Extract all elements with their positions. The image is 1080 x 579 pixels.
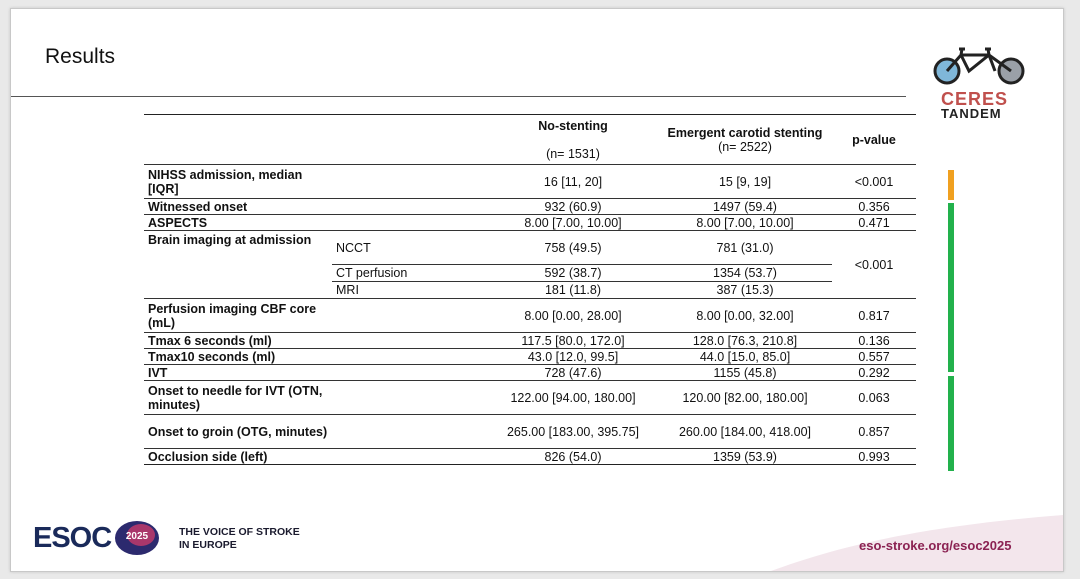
cell-no-stenting: 592 (38.7) (488, 265, 658, 282)
header-no-stenting-n: (n= 1531) (546, 146, 600, 161)
cell-no-stenting: 181 (11.8) (488, 282, 658, 299)
row-label: Tmax 6 seconds (ml) (148, 333, 272, 348)
cell-pvalue: <0.001 (854, 257, 894, 272)
cell-pvalue: 0.993 (858, 449, 890, 464)
header-stenting-label: Emergent carotid stenting (667, 125, 823, 140)
row-label: IVT (148, 365, 168, 380)
cell-no-stenting: 122.00 [94.00, 180.00] (510, 390, 636, 405)
cell-stenting: 781 (31.0) (716, 240, 774, 255)
row-label: Brain imaging at admission (148, 233, 312, 247)
table-row (144, 299, 916, 333)
ceres-logo-text: CERES (941, 89, 1009, 109)
cell-pvalue: 0.817 (858, 308, 890, 323)
esoc-tagline (179, 526, 300, 552)
cell-pvalue: 0.356 (858, 199, 890, 214)
cell-stenting: 120.00 [82.00, 180.00] (682, 390, 808, 405)
cell-stenting: 8.00 [7.00, 10.00] (696, 215, 794, 230)
cell-pvalue: 0.857 (858, 424, 890, 439)
cell-no-stenting: 8.00 [0.00, 28.00] (524, 308, 622, 323)
conference-url[interactable]: eso-stroke.org/esoc2025 (859, 538, 1012, 553)
cell-stenting: 387 (15.3) (658, 282, 832, 299)
table-row (144, 199, 916, 215)
esoc-logo: ESOC (33, 522, 112, 554)
header-stenting (658, 115, 832, 165)
slide (10, 8, 1064, 572)
cell-no-stenting: 758 (49.5) (544, 240, 602, 255)
cell-stenting: 128.0 [76.3, 210.8] (692, 333, 798, 348)
cell-stenting: 260.00 [184.00, 418.00] (678, 424, 812, 439)
row-label: Tmax10 seconds (ml) (148, 349, 276, 364)
table-row (144, 365, 916, 381)
tandem-logo-text: TANDEM (941, 106, 1002, 121)
significance-bar-green (948, 203, 954, 372)
cell-pvalue: 0.063 (858, 390, 890, 405)
subrow-label: CT perfusion (332, 265, 488, 282)
row-label: NIHSS admission, median [IQR] (148, 167, 303, 196)
header-no-stenting-label: No-stenting (538, 118, 608, 133)
table-row (144, 349, 916, 365)
table-row (144, 165, 916, 199)
cell-no-stenting: 16 [11, 20] (543, 174, 603, 189)
header-empty-sub (332, 115, 488, 165)
cell-no-stenting: 8.00 [7.00, 10.00] (524, 215, 622, 230)
title-divider (11, 96, 906, 97)
cell-stenting: 1354 (53.7) (658, 265, 832, 282)
row-label: Perfusion imaging CBF core (mL) (148, 301, 317, 330)
significance-bar-green (948, 376, 954, 471)
table-row (144, 449, 916, 465)
cell-stenting: 1359 (53.9) (713, 449, 777, 464)
badge-year: 2025 (125, 531, 149, 542)
cell-stenting: 1497 (59.4) (713, 199, 777, 214)
results-table (144, 114, 916, 465)
header-pvalue: p-value (852, 132, 896, 147)
cell-pvalue: 0.136 (858, 333, 890, 348)
cell-no-stenting: 826 (54.0) (544, 449, 602, 464)
row-label: Occlusion side (left) (148, 449, 268, 464)
cell-no-stenting: 43.0 [12.0, 99.5] (527, 349, 619, 364)
cell-no-stenting: 932 (60.9) (544, 199, 602, 214)
cell-no-stenting: 728 (47.6) (544, 365, 602, 380)
significance-bar-orange (948, 170, 954, 200)
row-label: ASPECTS (148, 215, 208, 230)
table-row (144, 215, 916, 231)
cell-pvalue: 0.292 (858, 365, 890, 380)
table-row (144, 231, 916, 265)
table-row (144, 415, 916, 449)
cell-no-stenting: 117.5 [80.0, 172.0] (521, 333, 625, 348)
cell-stenting: 1155 (45.8) (713, 365, 777, 380)
table-header-row (144, 115, 916, 165)
tagline-line1: THE VOICE OF STROKE (179, 526, 300, 538)
row-label: Onset to groin (OTG, minutes) (148, 424, 328, 439)
cell-pvalue: 0.557 (858, 349, 890, 364)
cell-stenting: 8.00 [0.00, 32.00] (696, 308, 794, 323)
header-no-stenting (488, 115, 658, 165)
cell-pvalue: 0.471 (858, 215, 890, 230)
header-empty (144, 115, 332, 165)
table-row (144, 381, 916, 415)
header-stenting-n: (n= 2522) (718, 139, 772, 154)
row-label: Witnessed onset (148, 199, 248, 214)
cell-no-stenting: 265.00 [183.00, 395.75] (506, 424, 640, 439)
cell-stenting: 44.0 [15.0, 85.0] (699, 349, 791, 364)
subrow-label: MRI (332, 282, 488, 299)
cell-pvalue: <0.001 (854, 174, 894, 189)
tagline-line2: IN EUROPE (179, 539, 237, 551)
table-row (144, 333, 916, 349)
cell-stenting: 15 [9, 19] (718, 174, 772, 189)
row-label: Onset to needle for IVT (OTN, minutes) (148, 383, 323, 412)
subrow-label: NCCT (336, 240, 371, 255)
slide-title: Results (45, 45, 116, 68)
